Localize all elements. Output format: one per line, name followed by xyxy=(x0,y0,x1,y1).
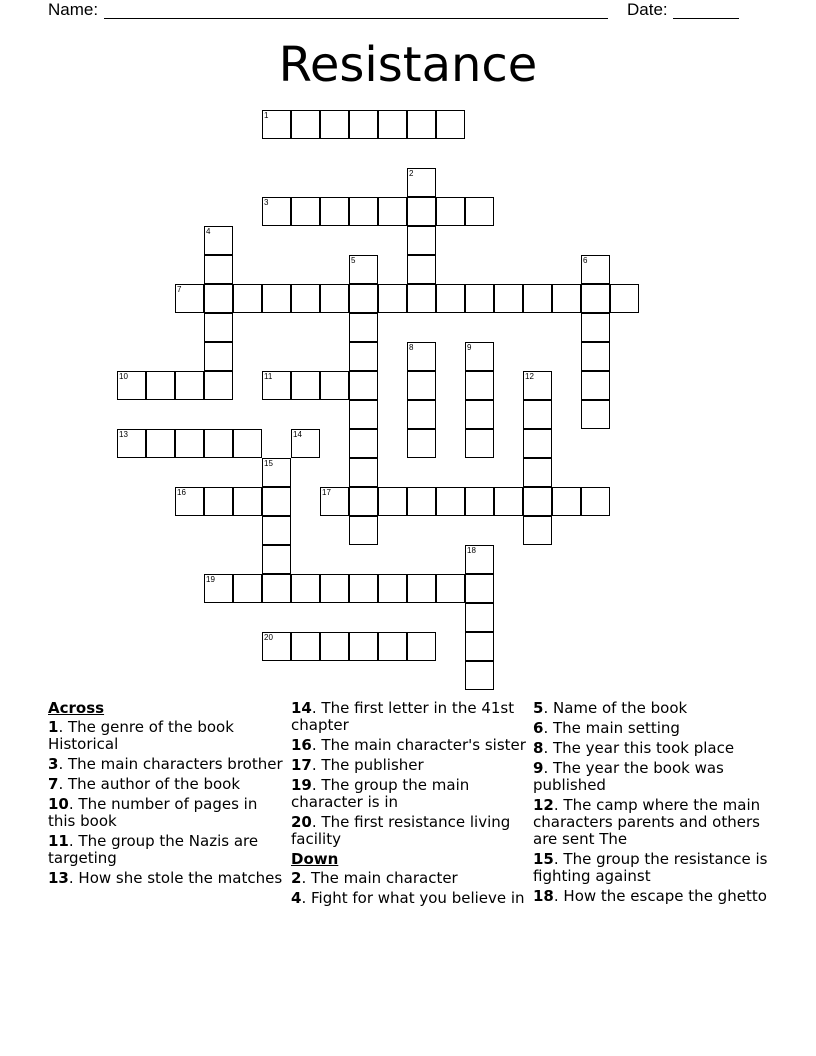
cell-number: 10 xyxy=(119,372,128,381)
grid-cell[interactable] xyxy=(407,429,436,458)
grid-cell[interactable] xyxy=(291,574,320,603)
grid-cell[interactable] xyxy=(378,632,407,661)
grid-cell[interactable] xyxy=(262,545,291,574)
cell-number: 17 xyxy=(322,488,331,497)
grid-cell[interactable] xyxy=(291,371,320,400)
clue-number: 3 xyxy=(48,755,59,773)
grid-cell[interactable] xyxy=(378,197,407,226)
cell-number: 9 xyxy=(467,343,472,352)
grid-cell[interactable] xyxy=(378,110,407,139)
grid-cell[interactable] xyxy=(552,284,581,313)
clue-text: The main characters brother xyxy=(67,755,283,773)
clue-text: The main character xyxy=(310,869,458,887)
grid-cell[interactable] xyxy=(320,632,349,661)
grid-cell[interactable] xyxy=(581,255,610,284)
page-title: Resistance xyxy=(278,37,538,93)
clue-text: The group the Nazis are targeting xyxy=(48,832,259,867)
date-label: Date: xyxy=(627,0,668,19)
cell-number: 11 xyxy=(264,372,273,381)
grid-cell[interactable] xyxy=(610,284,639,313)
grid-cell[interactable] xyxy=(523,429,552,458)
cell-number: 1 xyxy=(264,111,269,120)
grid-cell[interactable] xyxy=(407,487,436,516)
grid-cell[interactable] xyxy=(146,429,175,458)
grid-cell[interactable] xyxy=(494,487,523,516)
grid-cell[interactable] xyxy=(581,313,610,342)
clue-text: Fight for what you believe in xyxy=(310,889,525,907)
grid-cell[interactable] xyxy=(349,487,378,516)
clue-number: 20 xyxy=(291,813,312,831)
clue-10: 10. The number of pages in this book xyxy=(48,795,258,830)
clue-text: The year this took place xyxy=(552,739,735,757)
clue-text: The group the resistance is fighting against xyxy=(533,850,768,885)
grid-cell[interactable] xyxy=(291,284,320,313)
clue-text: The group the main character is in xyxy=(291,776,470,811)
clue-number: 10 xyxy=(48,795,69,813)
grid-cell[interactable] xyxy=(204,487,233,516)
clue-11: 11. The group the Nazis are targeting xyxy=(48,832,259,867)
grid-cell[interactable] xyxy=(117,429,146,458)
grid-cell[interactable] xyxy=(349,255,378,284)
down-heading: Down xyxy=(291,850,339,868)
clue-text: The year the book was published xyxy=(533,759,724,794)
grid-cell[interactable] xyxy=(465,284,494,313)
grid-cell[interactable] xyxy=(407,574,436,603)
grid-cell[interactable] xyxy=(465,487,494,516)
grid-cell[interactable] xyxy=(349,197,378,226)
grid-cell[interactable] xyxy=(291,197,320,226)
grid-cell[interactable] xyxy=(378,284,407,313)
grid-cell[interactable] xyxy=(465,574,494,603)
cell-number: 16 xyxy=(177,488,186,497)
grid-cell[interactable] xyxy=(291,110,320,139)
grid-cell[interactable] xyxy=(407,284,436,313)
clue-number: 4 xyxy=(291,889,302,907)
grid-cell[interactable] xyxy=(233,284,262,313)
clue-text: How the escape the ghetto xyxy=(563,887,767,905)
clue-7: 7. The author of the book xyxy=(48,775,241,793)
grid-cell[interactable] xyxy=(581,487,610,516)
grid-cell[interactable] xyxy=(204,284,233,313)
grid-cell[interactable] xyxy=(552,487,581,516)
grid-cell[interactable] xyxy=(204,226,233,255)
grid-cell[interactable] xyxy=(523,487,552,516)
cell-number: 12 xyxy=(525,372,534,381)
grid-cell[interactable] xyxy=(349,284,378,313)
cell-number: 15 xyxy=(264,459,273,468)
clue-14: 14. The first letter in the 41st chapter xyxy=(291,699,515,734)
grid-cell[interactable] xyxy=(436,197,465,226)
grid-cell[interactable] xyxy=(349,516,378,545)
grid-cell[interactable] xyxy=(349,342,378,371)
clue-text: The author of the book xyxy=(67,775,241,793)
clue-8: 8. The year this took place xyxy=(533,739,735,757)
grid-cell[interactable] xyxy=(204,371,233,400)
grid-cell[interactable] xyxy=(523,284,552,313)
grid-cell[interactable] xyxy=(465,545,494,574)
grid-cell[interactable] xyxy=(117,371,146,400)
grid-cell[interactable] xyxy=(465,632,494,661)
cell-number: 4 xyxy=(206,227,211,236)
name-label: Name: xyxy=(48,0,99,19)
clue-text: The first resistance living facility xyxy=(291,813,511,848)
clue-number: 7 xyxy=(48,775,59,793)
clue-text: The genre of the book Historical xyxy=(48,718,234,753)
grid-cell[interactable] xyxy=(581,342,610,371)
clue-13: 13. How she stole the matches xyxy=(48,869,283,887)
grid-cell[interactable] xyxy=(407,110,436,139)
grid-cell[interactable] xyxy=(581,371,610,400)
clue-number: 11 xyxy=(48,832,69,850)
clue-number: 1 xyxy=(48,718,59,736)
cell-number: 2 xyxy=(409,169,414,178)
grid-cell[interactable] xyxy=(407,168,436,197)
cell-number: 6 xyxy=(583,256,588,265)
across-heading: Across xyxy=(48,699,105,717)
grid-cell[interactable] xyxy=(407,226,436,255)
clue-18: 18. How the escape the ghetto xyxy=(533,887,767,905)
cell-number: 5 xyxy=(351,256,356,265)
clue-number: 13 xyxy=(48,869,69,887)
grid-cell[interactable] xyxy=(349,632,378,661)
clue-17: 17. The publisher xyxy=(291,756,424,774)
clues-column-3 xyxy=(533,700,769,908)
grid-cell[interactable] xyxy=(291,429,320,458)
grid-cell[interactable] xyxy=(262,574,291,603)
clue-text: The camp where the main characters parents and others are sent The xyxy=(533,796,761,848)
grid-cell[interactable] xyxy=(465,342,494,371)
cell-number: 7 xyxy=(177,285,182,294)
grid-cell[interactable] xyxy=(262,110,291,139)
grid-cell[interactable] xyxy=(175,284,204,313)
clue-text: The number of pages in this book xyxy=(48,795,258,830)
grid-cell[interactable] xyxy=(320,197,349,226)
grid-cell[interactable] xyxy=(320,371,349,400)
grid-cell[interactable] xyxy=(204,313,233,342)
grid-cell[interactable] xyxy=(349,429,378,458)
clue-number: 6 xyxy=(533,719,544,737)
clue-text: The main character's sister xyxy=(321,736,526,754)
grid-cell[interactable] xyxy=(349,371,378,400)
clue-text: The first letter in the 41st chapter xyxy=(291,699,515,734)
grid-cell[interactable] xyxy=(407,197,436,226)
grid-cell[interactable] xyxy=(233,429,262,458)
grid-cell[interactable] xyxy=(204,574,233,603)
clue-2: 2. The main character xyxy=(291,869,458,887)
grid-cell[interactable] xyxy=(262,516,291,545)
clue-number: 14 xyxy=(291,699,312,717)
clue-number: 9 xyxy=(533,759,544,777)
clue-4: 4. Fight for what you believe in xyxy=(291,889,525,907)
clue-text: The publisher xyxy=(321,756,424,774)
clues-column-1 xyxy=(48,700,284,890)
grid-cell[interactable] xyxy=(494,284,523,313)
clue-5: 5. Name of the book xyxy=(533,699,688,717)
cell-number: 3 xyxy=(264,198,269,207)
cell-number: 18 xyxy=(467,546,476,555)
cell-number: 8 xyxy=(409,343,414,352)
grid-cell[interactable] xyxy=(465,603,494,632)
clue-1: 1. The genre of the book Historical xyxy=(48,718,234,753)
grid-cell[interactable] xyxy=(204,255,233,284)
grid-cell[interactable] xyxy=(175,487,204,516)
grid-cell[interactable] xyxy=(523,400,552,429)
grid-cell[interactable] xyxy=(262,284,291,313)
grid-cell[interactable] xyxy=(262,487,291,516)
grid-cell[interactable] xyxy=(320,487,349,516)
grid-cell[interactable] xyxy=(320,574,349,603)
grid-cell[interactable] xyxy=(407,632,436,661)
clue-3: 3. The main characters brother xyxy=(48,755,283,773)
grid-cell[interactable] xyxy=(436,284,465,313)
clue-text: The main setting xyxy=(552,719,680,737)
grid-cell[interactable] xyxy=(523,371,552,400)
clue-12: 12. The camp where the main characters parents and others are sent The xyxy=(533,796,761,848)
grid-cell[interactable] xyxy=(204,429,233,458)
grid-cell[interactable] xyxy=(349,458,378,487)
grid-cell[interactable] xyxy=(465,429,494,458)
grid-cell[interactable] xyxy=(436,487,465,516)
clue-number: 19 xyxy=(291,776,312,794)
grid-cell[interactable] xyxy=(465,661,494,690)
clue-text: Name of the book xyxy=(552,699,688,717)
grid-cell[interactable] xyxy=(581,284,610,313)
clue-number: 2 xyxy=(291,869,302,887)
grid-cell[interactable] xyxy=(349,110,378,139)
clue-19: 19. The group the main character is in xyxy=(291,776,470,811)
grid-cell[interactable] xyxy=(436,110,465,139)
grid-cell[interactable] xyxy=(523,516,552,545)
clue-20: 20. The first resistance living facility xyxy=(291,813,511,848)
clue-number: 12 xyxy=(533,796,554,814)
grid-cell[interactable] xyxy=(262,458,291,487)
grid-cell[interactable] xyxy=(262,632,291,661)
grid-cell[interactable] xyxy=(349,400,378,429)
grid-cell[interactable] xyxy=(233,574,262,603)
grid-cell[interactable] xyxy=(436,574,465,603)
grid-cell[interactable] xyxy=(204,342,233,371)
grid-cell[interactable] xyxy=(407,371,436,400)
grid-cell[interactable] xyxy=(378,574,407,603)
grid-cell[interactable] xyxy=(407,400,436,429)
clues-column-2 xyxy=(291,700,527,910)
clue-text: How she stole the matches xyxy=(78,869,283,887)
grid-cell[interactable] xyxy=(146,371,175,400)
grid-cell[interactable] xyxy=(320,110,349,139)
grid-cell[interactable] xyxy=(465,197,494,226)
clue-16: 16. The main character's sister xyxy=(291,736,526,754)
grid-cell[interactable] xyxy=(233,487,262,516)
grid-cell[interactable] xyxy=(523,458,552,487)
cell-number: 14 xyxy=(293,430,302,439)
grid-cell[interactable] xyxy=(407,255,436,284)
clue-number: 18 xyxy=(533,887,554,905)
clue-6: 6. The main setting xyxy=(533,719,680,737)
grid-cell[interactable] xyxy=(349,313,378,342)
grid-cell[interactable] xyxy=(349,574,378,603)
grid-cell[interactable] xyxy=(291,632,320,661)
grid-cell[interactable] xyxy=(175,429,204,458)
grid-cell[interactable] xyxy=(320,284,349,313)
clue-number: 8 xyxy=(533,739,544,757)
clue-number: 5 xyxy=(533,699,544,717)
clue-9: 9. The year the book was published xyxy=(533,759,724,794)
grid-cell[interactable] xyxy=(378,487,407,516)
clue-number: 16 xyxy=(291,736,312,754)
cell-number: 19 xyxy=(206,575,215,584)
grid-cell[interactable] xyxy=(465,371,494,400)
clue-number: 17 xyxy=(291,756,312,774)
cell-number: 13 xyxy=(119,430,128,439)
clue-15: 15. The group the resistance is fighting against xyxy=(533,850,768,885)
cell-number: 20 xyxy=(264,633,273,642)
grid-cell[interactable] xyxy=(407,342,436,371)
grid-cell[interactable] xyxy=(262,371,291,400)
grid-cell[interactable] xyxy=(465,400,494,429)
grid-cell[interactable] xyxy=(581,400,610,429)
clue-number: 15 xyxy=(533,850,554,868)
grid-cell[interactable] xyxy=(262,197,291,226)
grid-cell[interactable] xyxy=(175,371,204,400)
